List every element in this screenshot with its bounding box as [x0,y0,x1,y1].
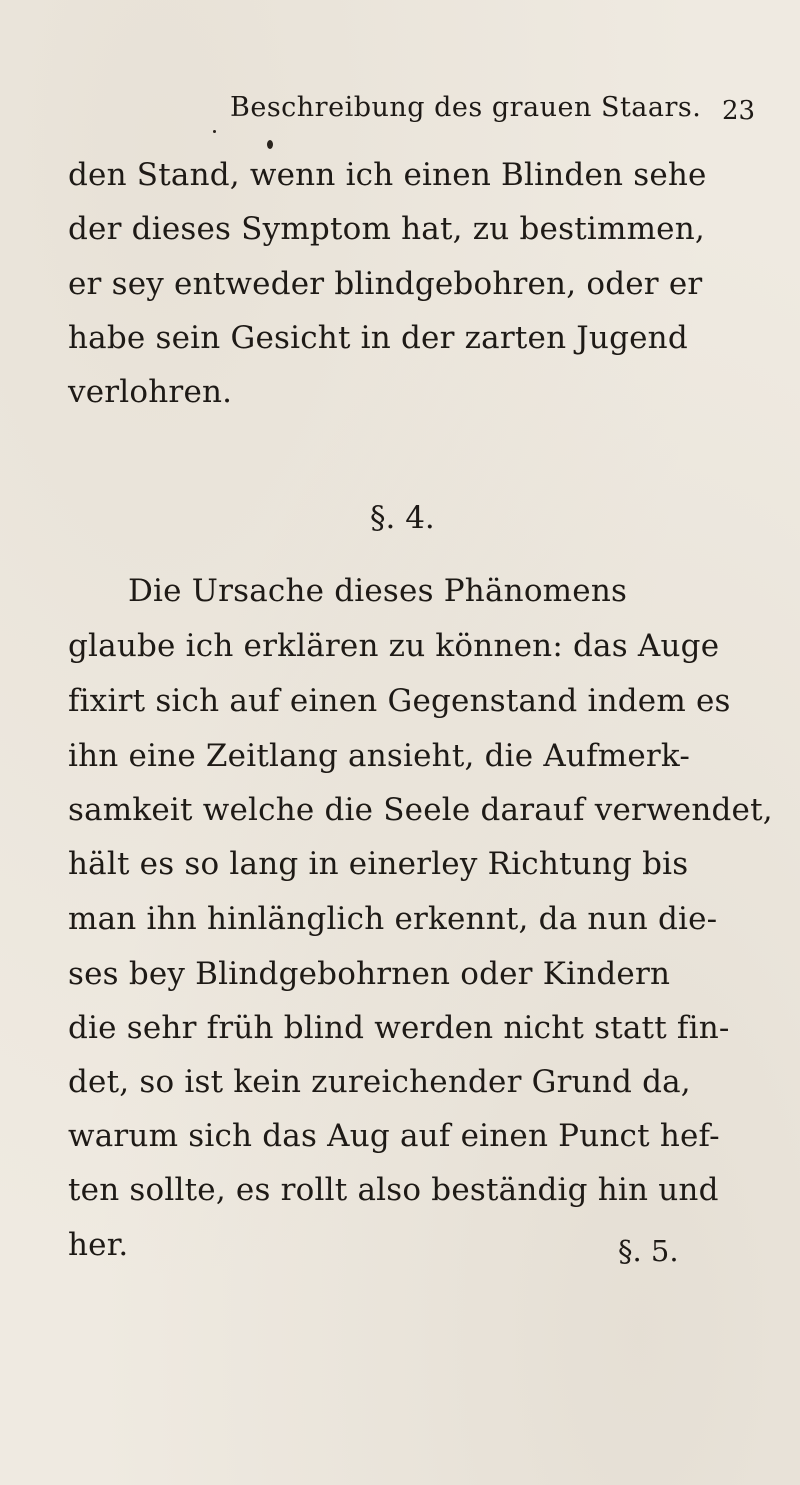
catchword: §. 5. [618,1234,679,1268]
text-line: det, so ist kein zureichender Grund da, [68,1064,691,1100]
text-line: verlohren. [68,374,233,410]
text-line: glaube ich erklären zu können: das Auge [68,628,720,664]
running-head: Beschreibung des grauen Staars. [230,92,702,123]
page-number: 23 [722,96,756,126]
text-line: der dieses Symptom hat, zu bestimmen, [68,211,705,247]
text-line: samkeit welche die Seele darauf verwendet, [68,792,773,828]
text-line: fixirt sich auf einen Gegenstand indem es [68,683,731,719]
text-line: Die Ursache dieses Phänomens [128,573,628,609]
text-line: den Stand, wenn ich einen Blinden sehe [68,157,707,193]
text-line: her. [68,1227,129,1263]
section-heading: §. 4. [370,500,435,536]
text-line: die sehr früh blind werden nicht statt fin- [68,1010,730,1046]
text-line: habe sein Gesicht in der zarten Jugend [68,320,688,356]
text-line: ses bey Blindgebohrnen oder Kindern [68,956,671,992]
text-line: ten sollte, es rollt also beständig hin und [68,1172,719,1208]
text-line: warum sich das Aug auf einen Punct hef- [68,1118,720,1154]
ink-speck [267,140,273,149]
ink-speck [213,130,216,133]
text-line: man ihn hinlänglich erkennt, da nun die- [68,901,718,937]
text-line: hält es so lang in einerley Richtung bis [68,846,689,882]
text-line: er sey entweder blindgebohren, oder er [68,266,703,302]
text-line: ihn eine Zeitlang ansieht, die Aufmerk- [68,738,691,774]
